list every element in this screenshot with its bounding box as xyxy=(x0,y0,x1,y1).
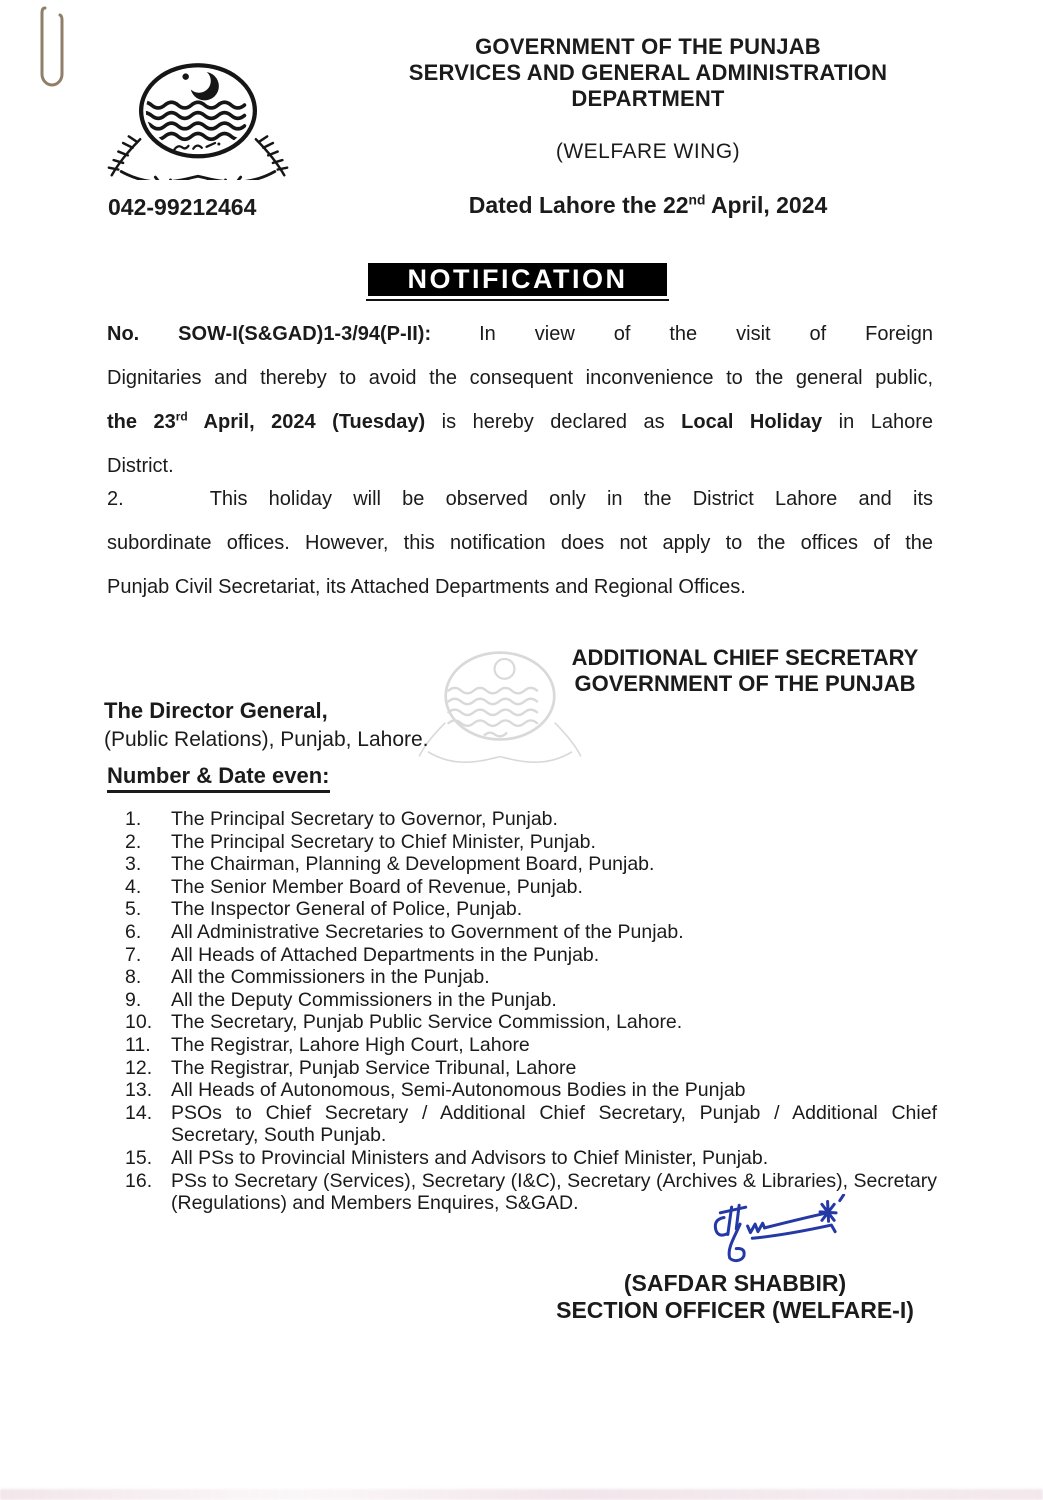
list-item-number: 3. xyxy=(125,853,142,876)
distribution-list-item xyxy=(125,966,937,989)
list-item-number: 2. xyxy=(125,830,142,853)
list-item-text: The Principal Secretary to Chief Minister, Punjab. xyxy=(171,830,596,853)
list-item-number: 9. xyxy=(125,988,142,1011)
list-item-text: PSs to Secretary (Services), Secretary (I&C), Secretary (Archives & Libraries), Secretary (Regulations) and Members Enquires, S&GAD. xyxy=(171,1169,937,1215)
para-observance xyxy=(107,477,933,609)
distribution-list-item xyxy=(125,1102,937,1147)
list-item-number: 5. xyxy=(125,898,142,921)
distribution-list-item xyxy=(125,1011,937,1034)
header-line-government: GOVERNMENT OF THE PUNJAB xyxy=(475,34,821,59)
list-item-text: The Chairman, Planning & Development Board, Punjab. xyxy=(171,853,655,876)
bottom-scan-smudge xyxy=(0,1489,1043,1500)
distribution-list-item xyxy=(125,853,937,876)
list-item-number: 4. xyxy=(125,875,142,898)
signatory-primary-title: ADDITIONAL CHIEF SECRETARY xyxy=(571,645,919,670)
signatory-secondary-title: SECTION OFFICER (WELFARE-I) xyxy=(556,1297,914,1323)
signatory-primary-org: GOVERNMENT OF THE PUNJAB xyxy=(574,671,916,696)
list-item-number: 14. xyxy=(125,1101,153,1124)
list-item-text: The Senior Member Board of Revenue, Punjab. xyxy=(171,875,583,898)
para-opening xyxy=(107,312,933,488)
list-item-number: 6. xyxy=(125,920,142,943)
header-line-services: SERVICES AND GENERAL ADMINISTRATION xyxy=(408,60,888,85)
signature-ink-icon xyxy=(693,1194,853,1274)
list-item-number: 10. xyxy=(125,1011,153,1034)
addressee-name: The Director General, xyxy=(104,698,328,723)
distribution-list-item xyxy=(125,1034,937,1057)
distribution-list-item xyxy=(125,944,937,967)
list-item-text: The Registrar, Punjab Service Tribunal, Lahore xyxy=(171,1056,577,1079)
paragraph-line: No. SOW-I(S&GAD)1-3/94(P-II): In view of the visit of Foreign xyxy=(107,323,933,345)
distribution-list-item xyxy=(125,898,937,921)
paragraph-line: District. xyxy=(107,455,174,477)
paragraph-line: 2. This holiday will be observed only in the District Lahore and its xyxy=(107,488,933,510)
list-item-text: The Principal Secretary to Governor, Punjab. xyxy=(171,808,558,830)
header-line-department: DEPARTMENT xyxy=(571,86,725,111)
date-line: Dated Lahore the 22nd April, 2024 xyxy=(468,192,828,218)
distribution-list-item xyxy=(125,831,937,854)
paragraph-line: Punjab Civil Secretariat, its Attached Departments and Regional Offices. xyxy=(107,576,746,598)
addressee-office: (Public Relations), Punjab, Lahore. xyxy=(104,728,429,751)
distribution-list-item xyxy=(125,1079,937,1102)
distribution-list-item xyxy=(125,876,937,899)
distribution-list xyxy=(125,808,937,1215)
paragraph-line: Dignitaries and thereby to avoid the consequent inconvenience to the general public, xyxy=(107,367,933,389)
list-item-text: The Registrar, Lahore High Court, Lahore xyxy=(171,1033,530,1056)
list-item-number: 16. xyxy=(125,1169,153,1192)
list-item-number: 7. xyxy=(125,943,142,966)
list-item-number: 11. xyxy=(125,1033,151,1056)
distribution-heading: Number & Date even: xyxy=(107,763,330,793)
notification-title: NOTIFICATION xyxy=(368,263,667,296)
list-item-number: 8. xyxy=(125,966,142,989)
welfare-wing-label: (WELFARE WING) xyxy=(555,140,741,163)
distribution-list-item xyxy=(125,1147,937,1170)
distribution-list-item xyxy=(125,921,937,944)
department-header xyxy=(253,34,1043,112)
list-item-text: The Secretary, Punjab Public Service Commission, Lahore. xyxy=(171,1011,683,1034)
paragraph-line: the 23rd April, 2024 (Tuesday) is hereby declared as Local Holiday in Lahore xyxy=(107,409,933,433)
list-item-text: All Heads of Attached Departments in the Punjab. xyxy=(171,943,600,966)
list-item-text: All PSs to Provincial Ministers and Advisors to Chief Minister, Punjab. xyxy=(171,1146,769,1169)
list-item-number: 13. xyxy=(125,1079,153,1102)
distribution-list-item xyxy=(125,808,937,831)
list-item-text: All Heads of Autonomous, Semi-Autonomous Bodies in the Punjab xyxy=(171,1079,746,1102)
list-item-number: 12. xyxy=(125,1056,153,1079)
paperclip-icon xyxy=(30,4,72,102)
list-item-text: All Administrative Secretaries to Government of the Punjab. xyxy=(171,920,684,943)
addressee-block xyxy=(104,696,429,754)
list-item-text: All the Deputy Commissioners in the Punjab. xyxy=(171,988,557,1011)
list-item-number: 1. xyxy=(125,808,142,830)
list-item-text: PSOs to Chief Secretary / Additional Chief Secretary, Punjab / Additional Chief Secretary, South Punjab. xyxy=(171,1101,937,1147)
list-item-text: All the Commissioners in the Punjab. xyxy=(171,966,490,989)
distribution-list-item xyxy=(125,1057,937,1080)
list-item-text: The Inspector General of Police, Punjab. xyxy=(171,898,523,921)
list-item-number: 15. xyxy=(125,1146,153,1169)
phone-number: 042-99212464 xyxy=(108,194,257,220)
paragraph-line: subordinate offices. However, this notification does not apply to the offices of the xyxy=(107,532,933,554)
distribution-list-item xyxy=(125,989,937,1012)
signatory-secondary-name: (SAFDAR SHABBIR) xyxy=(623,1270,847,1296)
signatory-primary-block xyxy=(560,645,930,697)
signatory-secondary-block xyxy=(510,1270,960,1324)
